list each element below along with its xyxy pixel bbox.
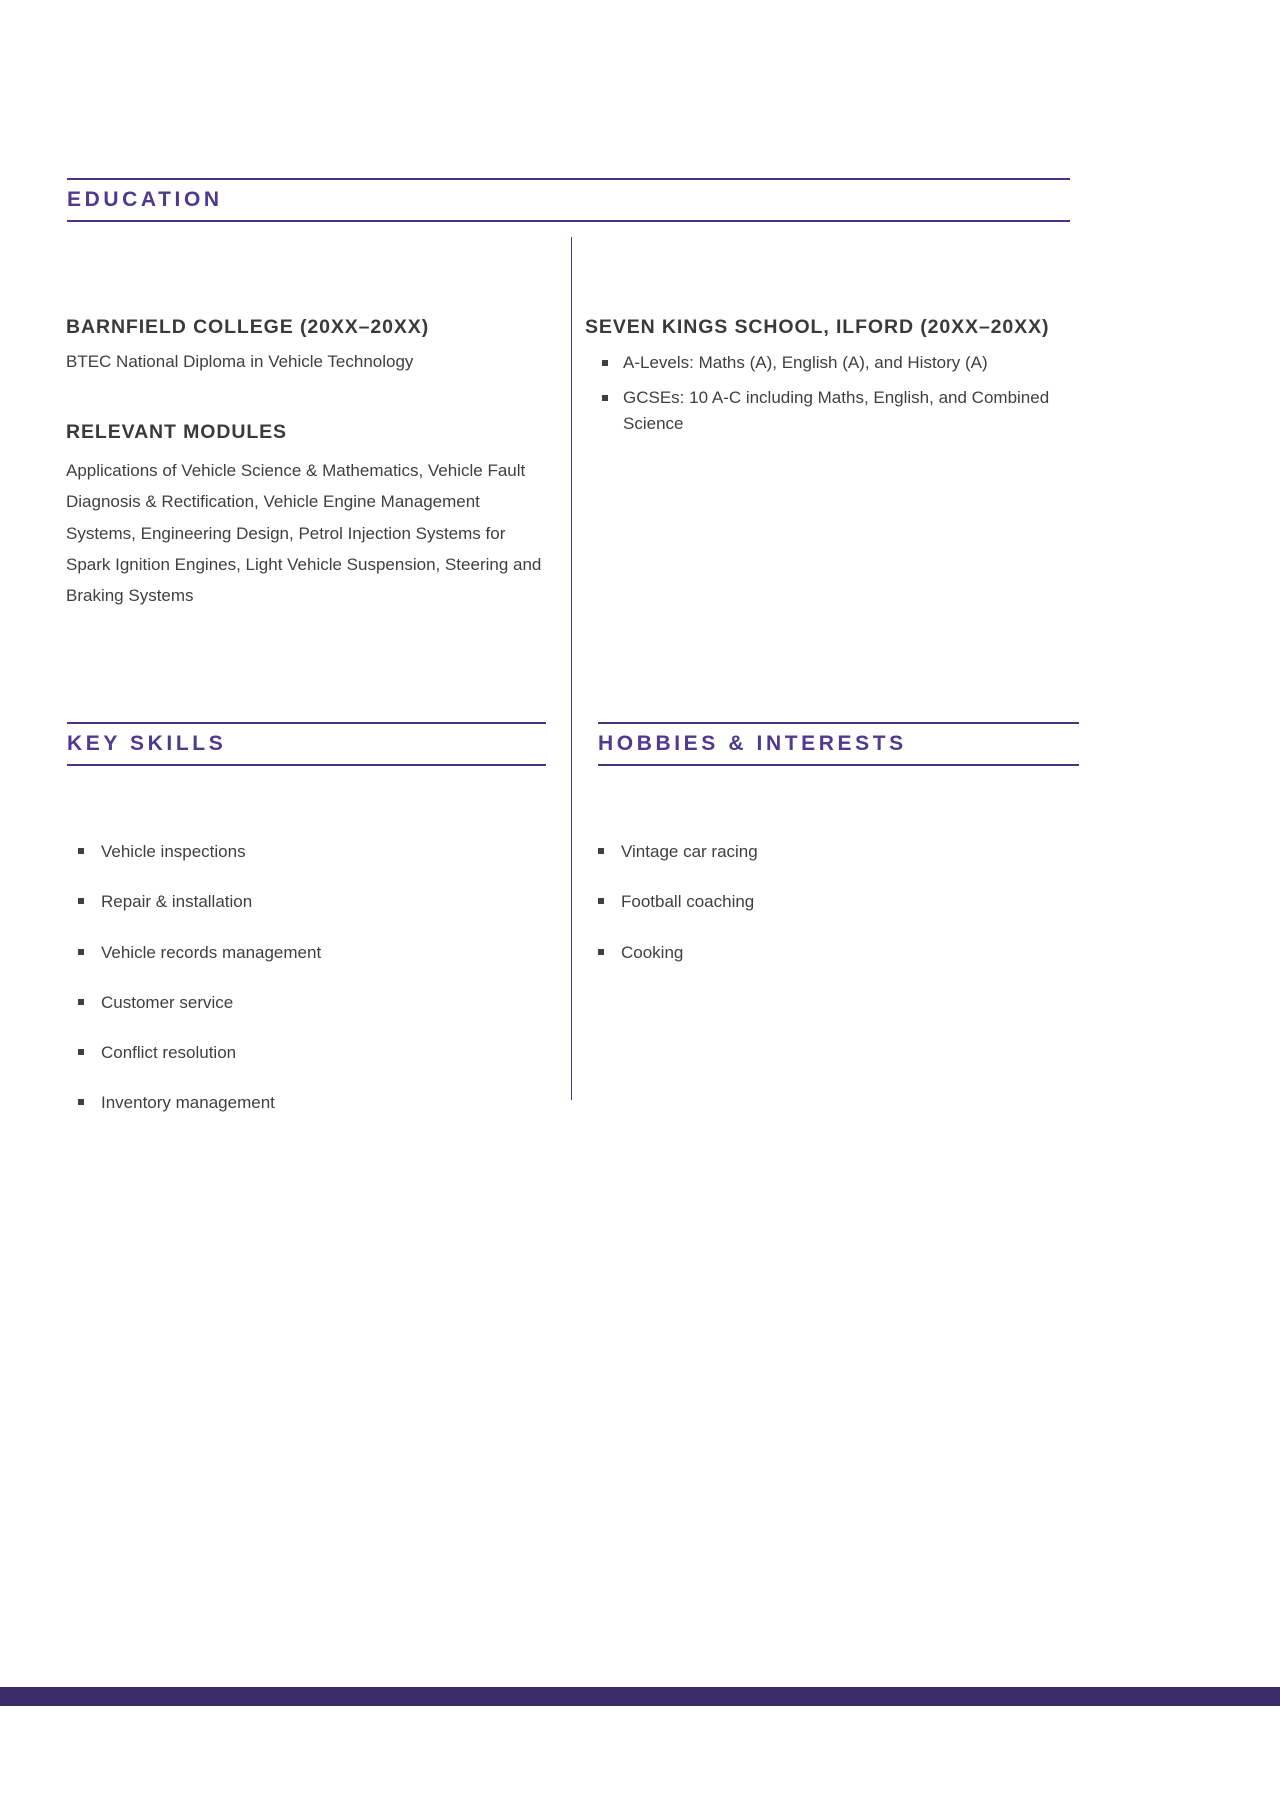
education-entry-right	[585, 313, 1055, 447]
square-bullet-icon	[598, 898, 604, 904]
list-item	[585, 350, 1055, 376]
education-left-qualification: BTEC National Diploma in Vehicle Technology	[66, 351, 414, 371]
square-bullet-icon	[78, 848, 84, 854]
section-title-education: EDUCATION	[67, 188, 223, 211]
section-title-key-skills: KEY SKILLS	[67, 732, 227, 755]
square-bullet-icon	[78, 949, 84, 955]
list-item-label: GCSEs: 10 A-C including Maths, English, and Combined Science	[623, 387, 1050, 434]
square-bullet-icon	[598, 949, 604, 955]
square-bullet-icon	[78, 999, 84, 1005]
list-item	[586, 941, 1056, 965]
square-bullet-icon	[598, 848, 604, 854]
list-item	[586, 840, 1056, 864]
list-item-label: Conflict resolution	[101, 1043, 237, 1063]
square-bullet-icon	[78, 1049, 84, 1055]
list-item-label: Vintage car racing	[621, 842, 758, 861]
list-item	[585, 385, 1055, 438]
list-item-label: Cooking	[621, 942, 684, 962]
education-right-institution: SEVEN KINGS SCHOOL, ILFORD (20XX–20XX)	[585, 316, 1050, 338]
footer-accent-bar	[0, 1687, 1280, 1706]
education-section-header	[67, 178, 1070, 222]
column-divider	[571, 237, 572, 1100]
square-bullet-icon	[602, 360, 608, 366]
list-item-label: Football coaching	[621, 892, 755, 912]
list-item-label: Inventory management	[101, 1093, 275, 1113]
education-right-bullet-list	[585, 350, 1055, 438]
list-item-label: Vehicle inspections	[101, 842, 246, 861]
section-title-hobbies: HOBBIES & INTERESTS	[598, 732, 907, 755]
key-skills-body	[66, 840, 546, 1142]
list-item	[66, 1091, 546, 1115]
list-item-label: Vehicle records management	[101, 942, 322, 962]
list-item	[66, 941, 546, 965]
list-item-label: Repair & installation	[101, 892, 253, 912]
list-item	[66, 991, 546, 1015]
list-item-label: A-Levels: Maths (A), English (A), and History (A)	[623, 352, 988, 372]
square-bullet-icon	[602, 395, 608, 401]
education-left-institution: BARNFIELD COLLEGE (20XX–20XX)	[66, 316, 430, 338]
key-skills-list	[66, 840, 546, 1115]
relevant-modules-heading: RELEVANT MODULES	[66, 420, 287, 443]
list-item	[66, 840, 546, 864]
key-skills-section-header	[67, 722, 546, 766]
square-bullet-icon	[78, 898, 84, 904]
list-item	[66, 890, 546, 914]
hobbies-list	[586, 840, 1056, 964]
list-item-label: Customer service	[101, 992, 234, 1012]
list-item	[586, 890, 1056, 914]
education-entry-left	[66, 313, 546, 611]
relevant-modules-text: Applications of Vehicle Science & Mathematics, Vehicle Fault Diagnosis & Rectification, Vehicle Engine Management Systems, Engineering Design, Petrol Injection Systems for Spark Ignition Engines, Light Vehicle Suspension, Steering and Braking Systems	[66, 461, 542, 605]
square-bullet-icon	[78, 1099, 84, 1105]
hobbies-section-header	[598, 722, 1079, 766]
hobbies-body	[586, 840, 1056, 991]
list-item	[66, 1041, 546, 1065]
